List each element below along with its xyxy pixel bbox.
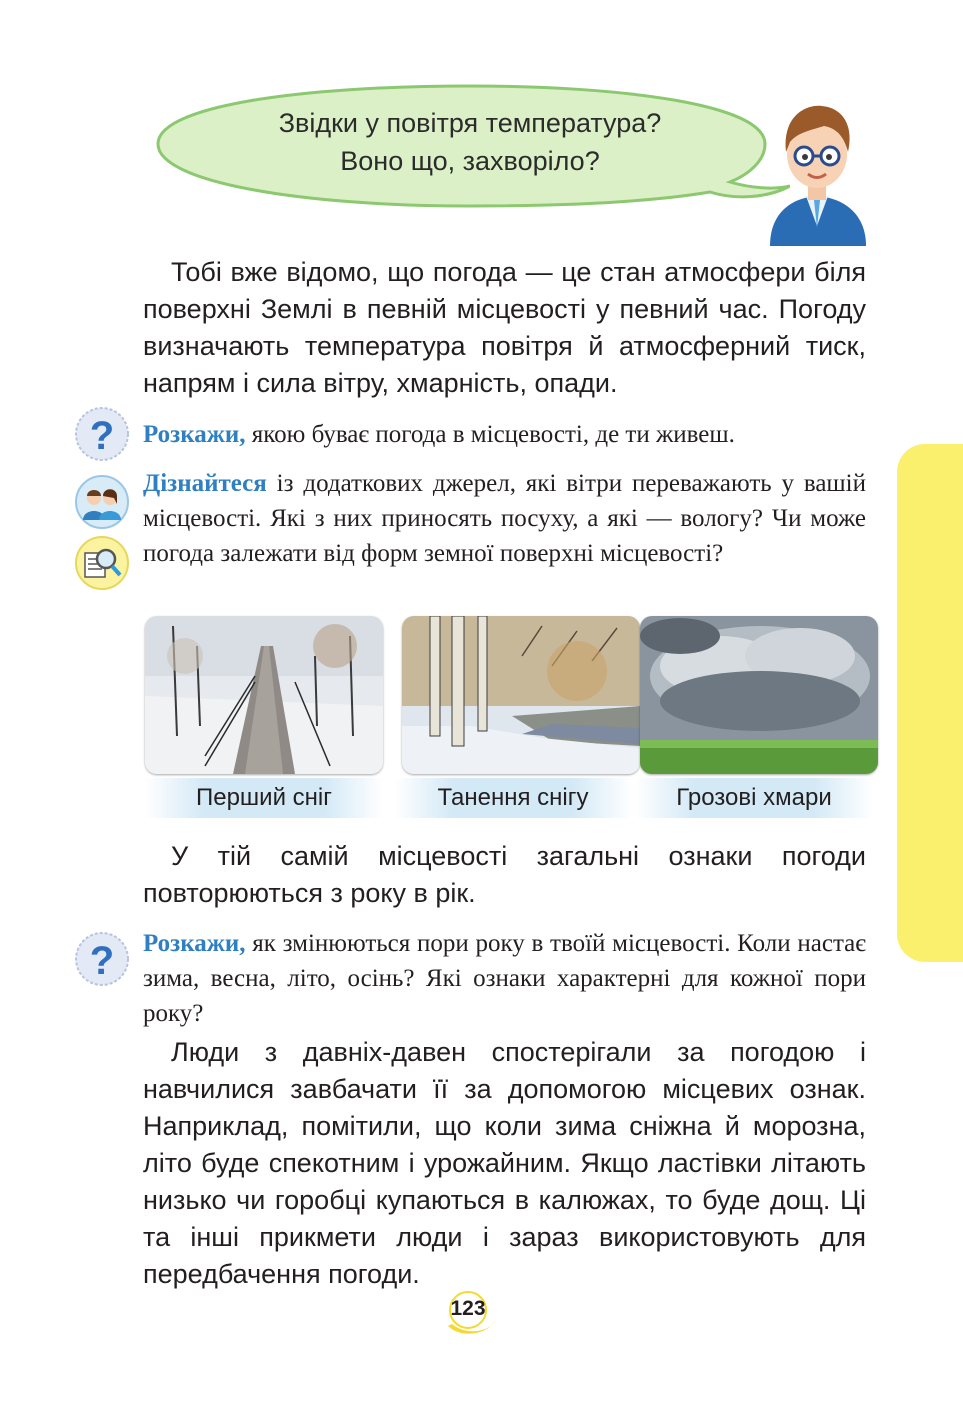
task-keyword: Дізнайтеся	[143, 470, 267, 497]
bubble-line-1: Звідки у повітря температура?	[278, 108, 662, 138]
photo-first-snow	[145, 616, 383, 774]
svg-text:?: ?	[89, 939, 115, 983]
page-number	[440, 1288, 500, 1338]
question-icon	[74, 406, 130, 462]
intro-paragraph	[143, 254, 866, 402]
intro-text: Тобі вже відомо, що погода — це стан атмосфери біля поверхні Землі в певній місцевості у певний час. Погоду визначають температура повітря й атмосферний тиск, напрям і сила вітру, хмарність, опади.	[143, 257, 866, 398]
task-text: як змінюються пори року в твоїй місцевості. Коли настає зима, весна, літо, осінь? Які ознаки характерні для кожної пори року?	[143, 930, 866, 1027]
side-tab-marker	[897, 444, 963, 962]
caption-snow-melting: Танення снігу	[394, 778, 632, 818]
caption-storm-clouds: Грозові хмари	[635, 778, 873, 818]
caption-first-snow: Перший сніг	[145, 778, 383, 818]
task-find-out-winds	[143, 466, 866, 571]
page-number-text: 123	[450, 1297, 486, 1320]
task-text: із додаткових джерел, які вітри переважають у вашій місцевості. Які з них приносять посуху, а які — вологу? Чи може погода залежати від форм земної поверхні місцевості?	[143, 470, 866, 567]
para2-text: У тій самій місцевості загальні ознаки погоди повторюються з року в рік.	[143, 841, 866, 908]
question-icon	[74, 931, 130, 987]
pair-work-icon	[74, 474, 130, 530]
bubble-line-2: Воно що, захворіло?	[340, 146, 600, 176]
photo-snow-melting	[402, 616, 640, 774]
speech-bubble	[150, 82, 790, 212]
task-tell-seasons	[143, 926, 866, 1031]
task-keyword: Розкажи,	[143, 421, 246, 448]
research-icon	[74, 535, 130, 591]
repeating-signs-paragraph	[143, 838, 866, 912]
task-tell-weather	[143, 417, 866, 452]
task-keyword: Розкажи,	[143, 930, 246, 957]
photo-storm-clouds	[640, 616, 878, 774]
speech-bubble-text	[190, 104, 750, 180]
folk-signs-paragraph	[143, 1034, 866, 1293]
svg-text:?: ?	[89, 414, 115, 458]
para3-text: Люди з давніх-давен спостерігали за погодою і навчилися завбачати її за допомогою місцевих ознак. Наприклад, помітили, що коли зима сніжна й морозна, літо буде спекотним і урожайним. Якщо ластівки літають низько чи горобці купаються в калюжах, то буде дощ. Ці та інші прикмети люди і зараз використовують для передбачення погоди.	[143, 1037, 866, 1289]
boy-character-illustration	[762, 96, 872, 246]
task-text: якою буває погода в місцевості, де ти живеш.	[251, 421, 735, 448]
